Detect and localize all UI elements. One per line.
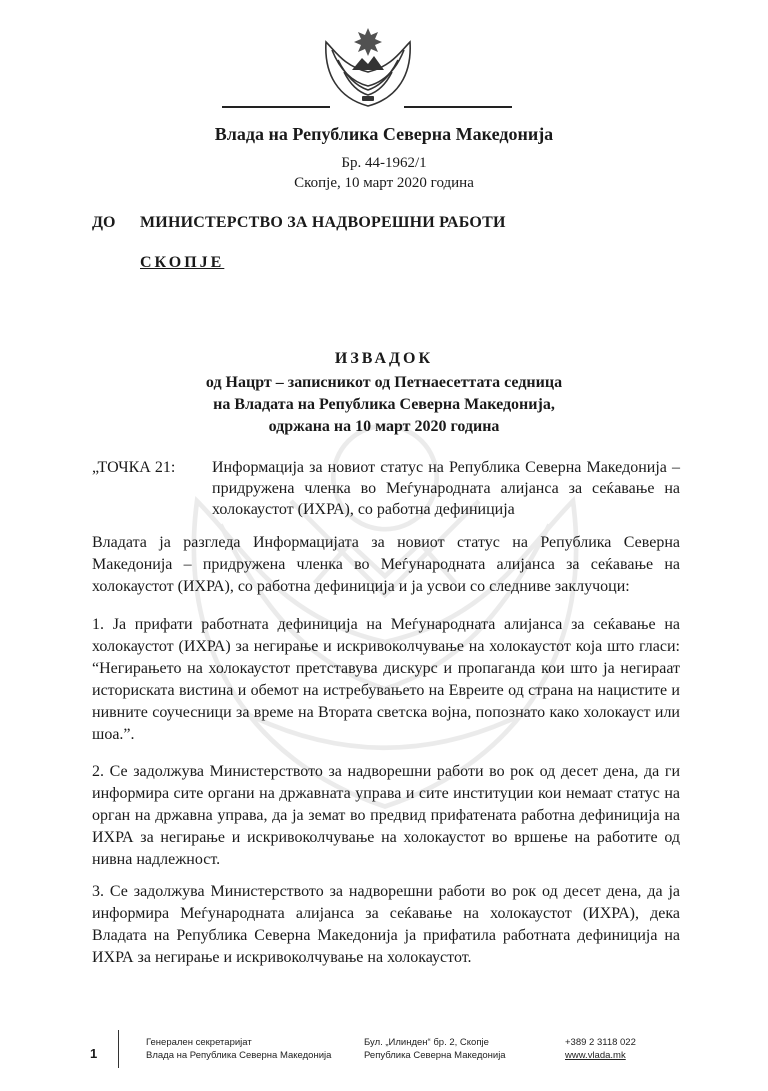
intro-paragraph: Владата ја разгледа Информацијата за новиот статус на Република Северна Македонија – придружена членка во Меѓународната алијанса за сеќавање на холокаустот (ИХРА), со работна дефиниција и ја усвои со следниве заклучоци: xyxy=(92,534,680,595)
state-coat-of-arms-icon xyxy=(318,20,418,108)
footer-secretariat xyxy=(146,1036,331,1062)
footer-address-line1: Бул. „Илинден“ бр. 2, Скопје xyxy=(364,1037,489,1048)
footer-address xyxy=(364,1036,506,1062)
footer-phone: +389 2 3118 022 xyxy=(565,1037,636,1048)
item-text: Информација за новиот статус на Република Северна Македонија – придружена членка во Меѓународната алијанса за сеќавање на холокаустот (ИХРА), со работна дефиниција xyxy=(212,459,680,518)
conclusion-2: 2. Се задолжува Министерството за надворешни работи во рок од десет дена, да ги информира сите органи на државната управа и сите институции кои немаат статус на орган на државна управа, да ја земат во предвид прифатената работна дефиниција на ИХРА за негирање и искривоколчување на холокаустот во вршење на работите од нивна надлежност. xyxy=(92,763,680,868)
footer-secretariat-line1: Генерален секретаријат xyxy=(146,1037,252,1048)
conclusion-3: 3. Се задолжува Министерството за надворешни работи во рок од десет дена, да ја информира Меѓународната алијанса за сеќавање на холокаустот (ИХРА), дека Владата на Република Северна Македонија ја прифатила работната дефиниција на ИХРА за негирање и искривоколчување на холокаустот. xyxy=(92,883,680,966)
item-label: „ТОЧКА 21: xyxy=(92,459,176,476)
footer-secretariat-line2: Влада на Република Северна Македонија xyxy=(146,1050,332,1061)
extract-line-3: одржана на 10 март 2020 година xyxy=(268,418,500,435)
extract-title: ИЗВАДОК xyxy=(334,350,434,367)
footer-divider xyxy=(118,1030,119,1068)
header-rule-left xyxy=(222,106,330,108)
reference-number: Бр. 44-1962/1 xyxy=(341,155,427,171)
conclusion-1: 1. Ја прифати работната дефиниција на Меѓународната алијанса за сеќавање на холокаустот (ИХРА) за негирање и искривоколчување на холокаустот која што гласи: “Негирањето на холокаустот претставува дискурс и пропаганда кои што ја негираат историската вистина и обемот на истребувањето на Евреите од страна на нацистите и нивните соучесници за време на Втората светска војна, попознато како холокауст или шоа.”. xyxy=(92,616,680,743)
footer-contact xyxy=(565,1036,636,1062)
government-title: Влада на Република Северна Македонија xyxy=(214,124,554,144)
recipient-city: СКОПЈЕ xyxy=(140,254,225,271)
extract-line-1: од Нацрт – записникот од Петнаесеттата седница xyxy=(205,374,563,391)
to-label: ДО xyxy=(92,214,116,231)
header-rule-right xyxy=(404,106,512,108)
footer-website-link[interactable]: www.vlada.mk xyxy=(565,1050,626,1061)
extract-line-2: на Владата на Република Северна Македонија, xyxy=(213,396,555,413)
recipient: МИНИСТЕРСТВО ЗА НАДВОРЕШНИ РАБОТИ xyxy=(140,214,506,231)
page-number: 1 xyxy=(90,1046,98,1061)
place-date: Скопје, 10 март 2020 година xyxy=(294,175,474,191)
footer-address-line2: Република Северна Македонија xyxy=(364,1050,506,1061)
